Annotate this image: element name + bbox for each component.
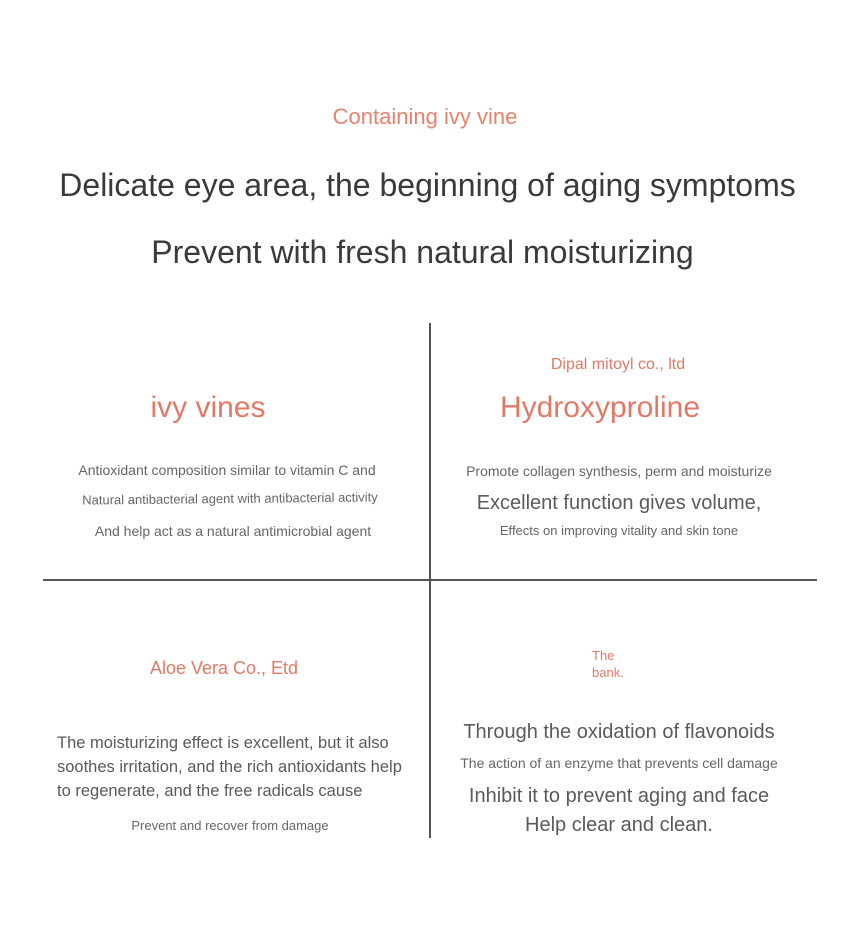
headline-line-1: Delicate eye area, the beginning of aging symptoms (59, 167, 796, 203)
hydroxyproline-line-1: Promote collagen synthesis, perm and moisturize (466, 463, 772, 479)
flavonoids-line-3: Inhibit it to prevent aging and face (468, 785, 770, 807)
ivy-vines-title: ivy vines (150, 391, 266, 424)
aloe-vera-footer: Prevent and recover from damage (131, 818, 329, 833)
flavonoids-subtitle-line-2: bank. (592, 665, 624, 680)
ivy-vines-line-3: And help act as a natural antimicrobial agent (94, 523, 372, 539)
hydroxyproline-title: Hydroxyproline (499, 391, 701, 424)
header-kicker: Containing ivy vine (332, 104, 518, 129)
aloe-vera-subtitle: Aloe Vera Co., Etd (149, 658, 299, 678)
flavonoids-subtitle-line-1: The (592, 648, 615, 663)
hydroxyproline-line-3: Effects on improving vitality and skin tone (499, 523, 739, 538)
flavonoids-line-1: Through the oxidation of flavonoids (463, 721, 775, 743)
flavonoids-line-2: The action of an enzyme that prevents cell damage (460, 755, 778, 771)
hydroxyproline-line-2: Excellent function gives volume, (476, 492, 762, 514)
flavonoids-line-4: Help clear and clean. (525, 814, 713, 836)
hydroxyproline-subtitle: Dipal mitoyl co., ltd (550, 356, 686, 373)
ivy-vines-line-2: Natural antibacterial agent with antibacterial activity (82, 489, 378, 508)
ivy-vines-line-1: Antioxidant composition similar to vitamin C and (78, 462, 376, 478)
aloe-vera-paragraph: The moisturizing effect is excellent, but it also soothes irritation, and the rich antioxidants help to regenerate, and the free radicals cause (57, 734, 402, 800)
headline-line-2: Prevent with fresh natural moisturizing (151, 234, 694, 270)
horizontal-divider (43, 579, 817, 581)
flavonoids-subtitle (592, 647, 672, 681)
